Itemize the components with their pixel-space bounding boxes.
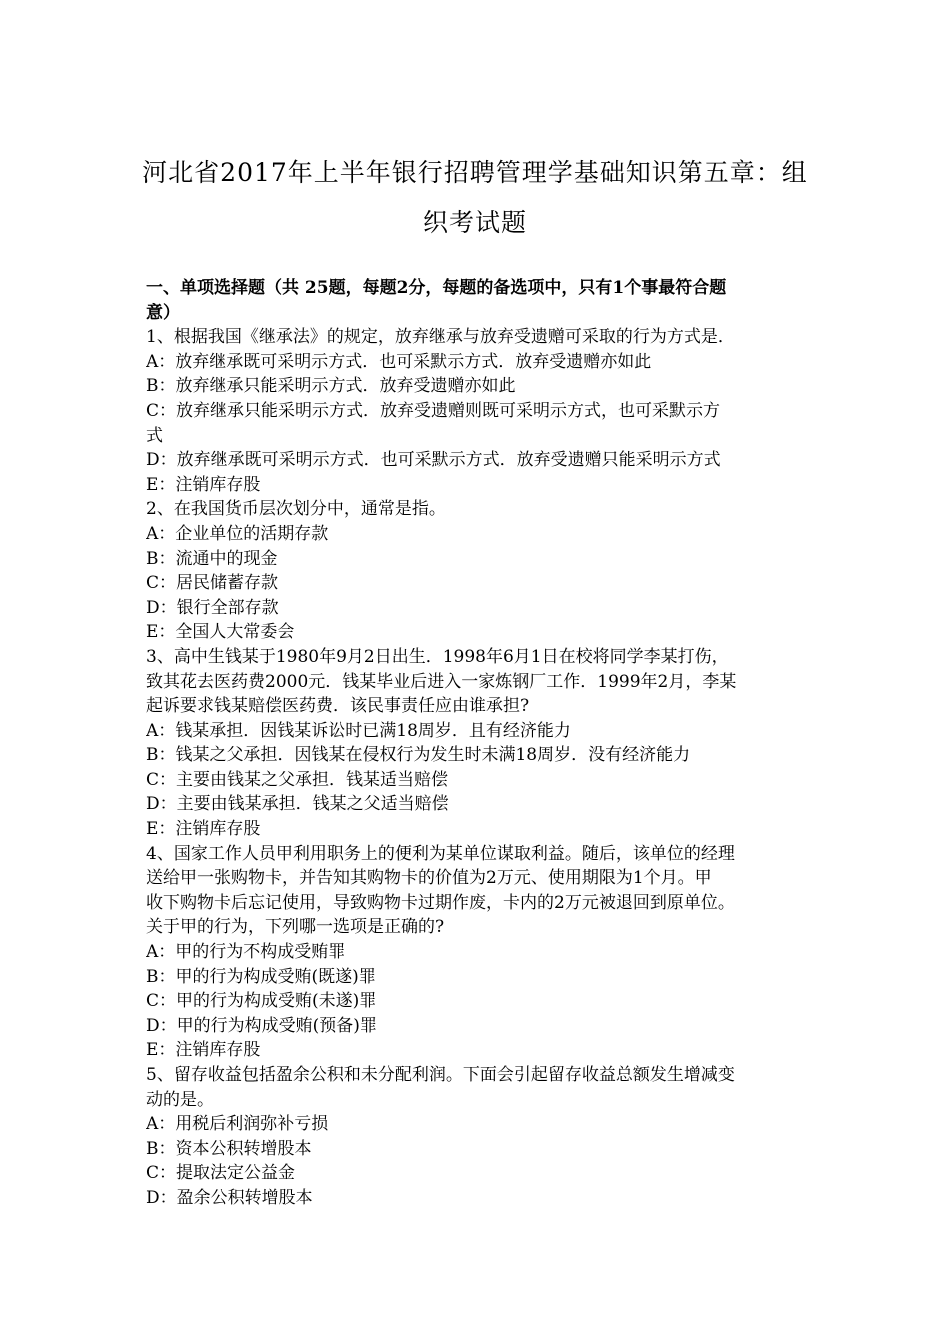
question-5-option-b: B：资本公积转增股本 bbox=[146, 1138, 312, 1159]
section-heading-line: 一、单项选择题（共 25题，每题2分，每题的备选项中，只有1个事最符合题 bbox=[146, 278, 727, 298]
question-5-text-cont: 动的是。 bbox=[146, 1089, 214, 1110]
question-4-text-cont: 关于甲的行为，下列哪一选项是正确的? bbox=[146, 917, 445, 938]
question-3-option-e: E：注销库存股 bbox=[146, 819, 261, 840]
question-3-option-a: A：钱某承担．因钱某诉讼时已满18周岁．且有经济能力 bbox=[146, 720, 571, 741]
question-4-text: 4、国家工作人员甲利用职务上的便利为某单位谋取利益。随后，该单位的经理 bbox=[146, 843, 735, 864]
section-heading-line: 意） bbox=[146, 302, 180, 323]
question-2-option-d: D：银行全部存款 bbox=[146, 597, 279, 618]
question-4-option-c: C：甲的行为构成受贿(未遂)罪 bbox=[146, 991, 377, 1012]
question-5-option-d: D：盈余公积转增股本 bbox=[146, 1187, 313, 1208]
question-5-option-c: C：提取法定公益金 bbox=[146, 1163, 296, 1184]
question-2-option-b: B：流通中的现金 bbox=[146, 548, 278, 569]
question-4-option-a: A：甲的行为不构成受贿罪 bbox=[146, 942, 346, 963]
question-4-option-e: E：注销库存股 bbox=[146, 1040, 261, 1061]
question-3-text-cont: 起诉要求钱某赔偿医药费．该民事责任应由谁承担? bbox=[146, 696, 530, 717]
question-3-option-b: B：钱某之父承担．因钱某在侵权行为发生时未满18周岁．没有经济能力 bbox=[146, 745, 691, 766]
question-1-option-c-cont: 式 bbox=[146, 425, 163, 446]
question-1-option-d: D：放弃继承既可采明示方式．也可采默示方式．放弃受遗赠只能采明示方式 bbox=[146, 450, 721, 471]
question-4-option-b: B：甲的行为构成受贿(既遂)罪 bbox=[146, 966, 376, 987]
question-1-option-c: C：放弃继承只能采明示方式．放弃受遗赠则既可采明示方式，也可采默示方 bbox=[146, 400, 721, 421]
question-1-option-e: E：注销库存股 bbox=[146, 474, 261, 495]
question-5-option-a: A：用税后利润弥补亏损 bbox=[146, 1114, 329, 1135]
title-line: 河北省2017年上半年银行招聘管理学基础知识第五章：组 bbox=[142, 158, 808, 187]
question-4-text-cont: 收下购物卡后忘记使用，导致购物卡过期作废，卡内的2万元被退回到原单位。 bbox=[146, 892, 735, 913]
question-2-option-a: A：企业单位的活期存款 bbox=[146, 523, 329, 544]
document-body bbox=[146, 276, 810, 1211]
title-line: 织考试题 bbox=[422, 208, 527, 237]
question-3-text: 3、高中生钱某于1980年9月2日出生．1998年6月1日在校将同学李某打伤， bbox=[146, 646, 729, 667]
question-5-text: 5、留存收益包括盈余公积和未分配利润。下面会引起留存收益总额发生增减变 bbox=[146, 1065, 735, 1085]
question-3-option-c: C：主要由钱某之父承担．钱某适当赔偿 bbox=[146, 769, 449, 790]
question-2-text: 2、在我国货币层次划分中，通常是指。 bbox=[146, 499, 446, 520]
question-1-option-a: A：放弃继承既可采明示方式．也可采默示方式．放弃受遗赠亦如此 bbox=[146, 351, 652, 372]
question-4-option-d: D：甲的行为构成受贿(预备)罪 bbox=[146, 1015, 377, 1036]
page-title bbox=[140, 148, 810, 248]
question-4-text-cont: 送给甲一张购物卡，并告知其购物卡的价值为2万元、使用期限为1个月。甲 bbox=[146, 868, 712, 889]
question-3-text-cont: 致其花去医药费2000元．钱某毕业后进入一家炼钢厂工作．1999年2月，李某 bbox=[146, 671, 737, 692]
question-3-option-d: D：主要由钱某承担．钱某之父适当赔偿 bbox=[146, 794, 449, 815]
question-2-option-c: C：居民储蓄存款 bbox=[146, 573, 279, 594]
question-1-option-b: B：放弃继承只能采明示方式．放弃受遗赠亦如此 bbox=[146, 376, 516, 397]
question-2-option-e: E：全国人大常委会 bbox=[146, 622, 295, 643]
question-1-text: 1、根据我国《继承法》的规定，放弃继承与放弃受遗赠可采取的行为方式是． bbox=[146, 327, 735, 348]
